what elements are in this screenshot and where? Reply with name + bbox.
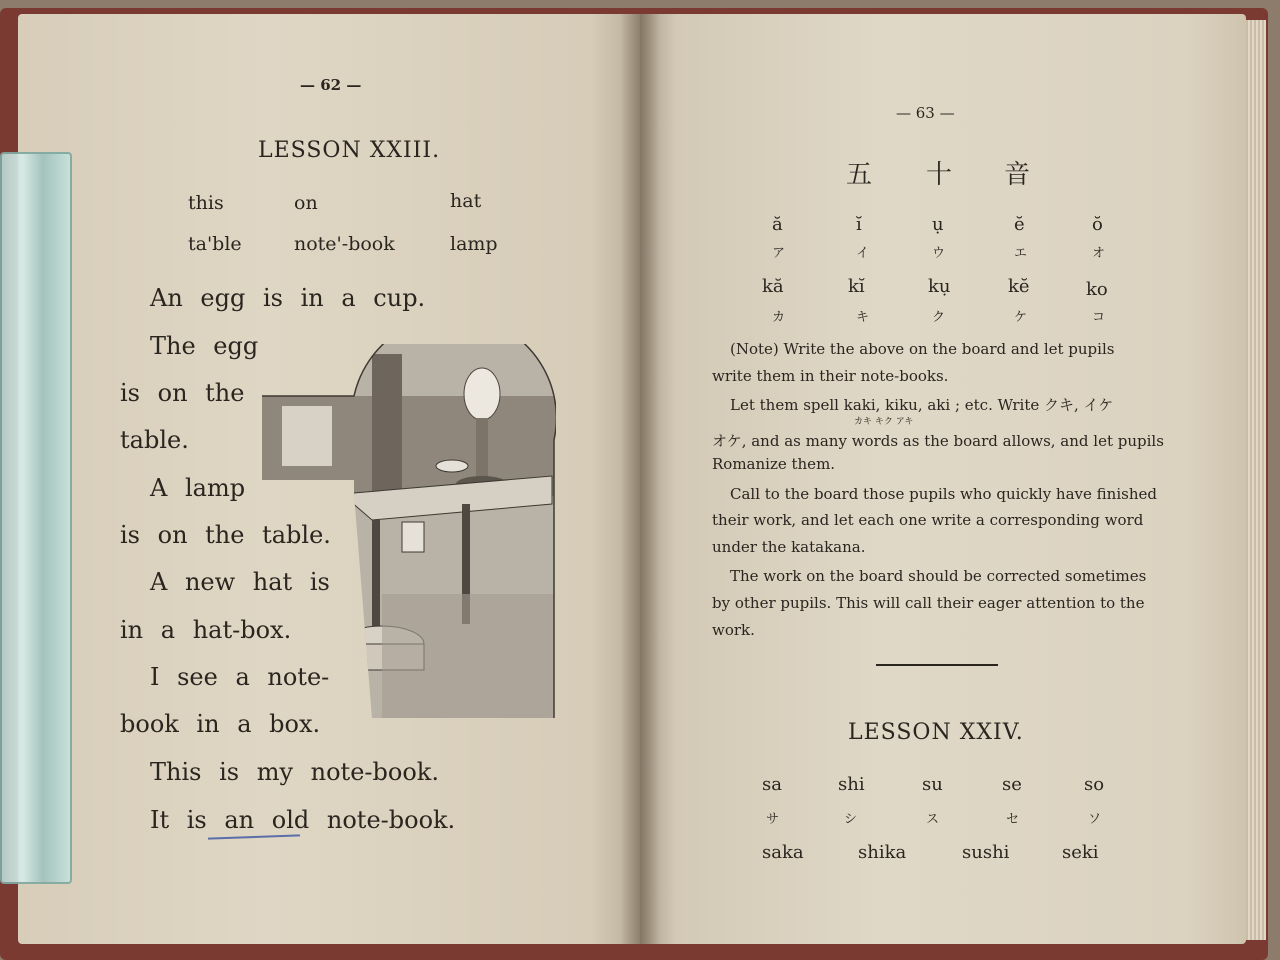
- katakana: キ: [856, 310, 870, 325]
- heading-kanji: 五: [846, 160, 873, 190]
- reader-line: book in a box.: [120, 710, 321, 738]
- heading-kanji: 十: [926, 160, 953, 190]
- katakana: ソ: [1088, 812, 1102, 827]
- katakana: ア: [772, 246, 786, 261]
- kana-romaji: ụ: [932, 214, 944, 235]
- note-line: (Note) Write the above on the board and let pupils: [730, 340, 1115, 358]
- reader-line: I see a note-: [150, 663, 330, 691]
- lesson-23-title: LESSON XXIII.: [258, 138, 441, 163]
- word: shika: [858, 842, 907, 863]
- reader-line: A new hat is: [150, 568, 330, 596]
- reader-line: The egg: [150, 332, 259, 360]
- reader-line: An egg is in a cup.: [150, 284, 426, 312]
- section-divider: [876, 664, 998, 666]
- vocab-word: this: [188, 192, 224, 214]
- syllable: se: [1002, 774, 1022, 795]
- pencil-underline: [208, 834, 300, 839]
- heading-kanji: 音: [1004, 160, 1031, 190]
- katakana: ク: [932, 310, 946, 325]
- note-line: by other pupils. This will call their eager attention to the: [712, 594, 1145, 612]
- katakana: オ: [1092, 246, 1106, 261]
- kana-romaji: ŏ: [1092, 214, 1103, 235]
- word: seki: [1062, 842, 1099, 863]
- katakana: ケ: [1014, 310, 1028, 325]
- lamp-on-table-illustration: [262, 344, 556, 718]
- syllable: su: [922, 774, 943, 795]
- reader-line: is on the: [120, 379, 245, 407]
- note-line: オケ, and as many words as the board allows, and let pupils: [712, 432, 1164, 450]
- vocab-word: lamp: [450, 233, 498, 255]
- syllable: shi: [838, 774, 865, 795]
- ruby-annotation: カキ キク アキ: [854, 417, 914, 427]
- note-line: Romanize them.: [712, 455, 836, 473]
- reader-line: table.: [120, 426, 189, 454]
- katakana: イ: [856, 246, 870, 261]
- kana-romaji: kụ: [928, 276, 951, 297]
- katakana: コ: [1092, 310, 1106, 325]
- note-line: write them in their note-books.: [712, 367, 949, 385]
- syllable: sa: [762, 774, 782, 795]
- note-line: The work on the board should be corrected sometimes: [730, 567, 1147, 585]
- katakana: カ: [772, 310, 786, 325]
- page-edges: [1244, 20, 1266, 940]
- left-page-number: — 62 —: [300, 76, 362, 94]
- kana-romaji: kă: [762, 276, 784, 297]
- reader-line: in a hat-box.: [120, 616, 292, 644]
- katakana: エ: [1014, 246, 1028, 261]
- vocab-word: on: [294, 192, 318, 214]
- vocab-word: ta'ble: [188, 233, 242, 255]
- katakana: ス: [926, 812, 940, 827]
- kana-romaji: kĭ: [848, 276, 865, 297]
- syllable: so: [1084, 774, 1105, 795]
- word: sushi: [962, 842, 1010, 863]
- kana-romaji: ko: [1086, 279, 1108, 300]
- reader-line: This is my note-book.: [150, 758, 439, 786]
- book-spine: [620, 14, 660, 944]
- katakana: シ: [844, 812, 858, 827]
- reader-line: A lamp: [150, 474, 246, 502]
- katakana: サ: [766, 812, 780, 827]
- glass-paperweight: [0, 152, 72, 884]
- lesson-24-title: LESSON XXIV.: [848, 720, 1024, 745]
- right-page-number: — 63 —: [896, 104, 955, 122]
- kana-romaji: ĕ: [1014, 214, 1025, 235]
- note-line: their work, and let each one write a corresponding word: [712, 511, 1144, 529]
- reader-line: is on the table.: [120, 521, 331, 549]
- note-line: Let them spell kaki, kiku, aki ; etc. Write クキ, イケ: [730, 396, 1114, 414]
- note-line: under the katakana.: [712, 538, 866, 556]
- vocab-word: note'-book: [294, 233, 395, 255]
- kana-romaji: ĭ: [856, 214, 862, 235]
- reader-line: It is an old note-book.: [150, 806, 456, 834]
- vocab-word: hat: [450, 190, 482, 212]
- kana-romaji: ă: [772, 214, 783, 235]
- note-line: Call to the board those pupils who quickly have finished: [730, 485, 1157, 503]
- katakana: ウ: [932, 246, 946, 261]
- right-page: [640, 14, 1246, 944]
- note-line: work.: [712, 621, 755, 639]
- kana-romaji: kĕ: [1008, 276, 1030, 297]
- word: saka: [762, 842, 804, 863]
- katakana: セ: [1006, 812, 1020, 827]
